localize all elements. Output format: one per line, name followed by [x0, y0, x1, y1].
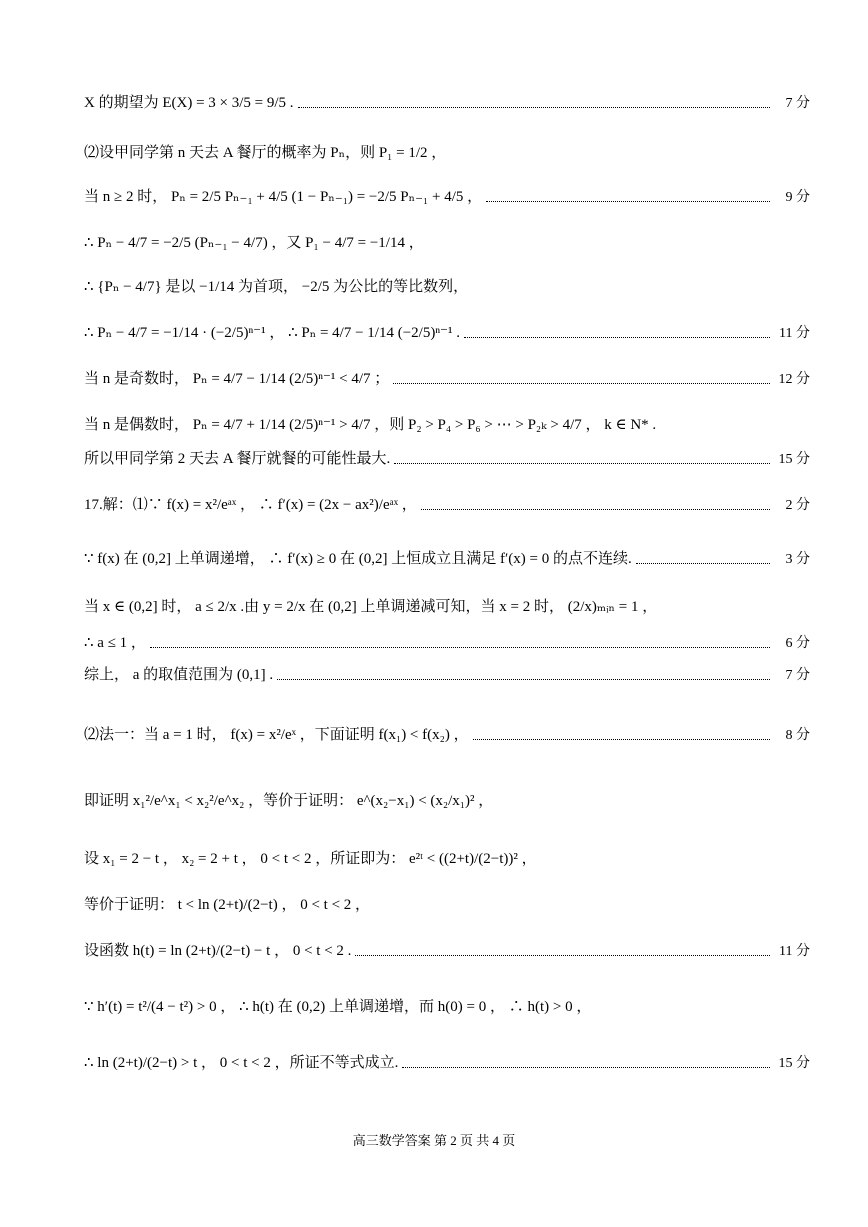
line-text: 当 n ≥ 2 时， Pₙ = 2/5 Pₙ₋₁ + 4/5 (1 − Pₙ₋₁) = −2/5 Pₙ₋₁ + 4/5 ，	[84, 189, 483, 205]
line-text: ∴ Pₙ − 4/7 = −1/14 · (−2/5)ⁿ⁻¹ ， ∴ Pₙ = 4/7 − 1/14 (−2/5)ⁿ⁻¹ .	[84, 325, 460, 341]
score-label: 8 分	[785, 727, 810, 743]
line-define-pn	[84, 146, 772, 161]
line-text: 所以甲同学第 2 天去 A 餐厅就餐的可能性最大.	[84, 451, 391, 467]
dot-leader	[421, 509, 770, 510]
line-transform	[84, 236, 772, 251]
line-text: ∴ {Pₙ − 4/7} 是以 −1/14 为首项， −2/5 为公比的等比数列，	[84, 279, 469, 295]
line-expectation	[84, 95, 810, 111]
line-conclusion-16	[84, 451, 810, 467]
line-text: ⑵法一：当 a = 1 时， f(x) = x²/eˣ ，下面证明 f(x₁) < f(x₂) ，	[84, 727, 469, 743]
score-label: 7 分	[785, 667, 810, 683]
line-text: 当 x ∈ (0,2] 时， a ≤ 2/x .由 y = 2/x 在 (0,2] 上单调递减可知，当 x = 2 时， (2/x)ₘᵢₙ = 1 ，	[84, 599, 658, 615]
dot-leader	[150, 647, 770, 648]
dot-leader	[298, 107, 770, 108]
line-monotonic	[84, 551, 810, 567]
dot-leader	[464, 337, 770, 338]
line-text: 当 n 是奇数时， Pₙ = 4/7 − 1/14 (2/5)ⁿ⁻¹ < 4/7 ；	[84, 371, 390, 387]
line-text: 即证明 x₁²/e^x₁ < x₂²/e^x₂ ，等价于证明： e^(x₂−x₁) < (x₂/x₁)² ，	[84, 793, 494, 809]
score-label: 9 分	[785, 189, 810, 205]
line-text: ∴ Pₙ − 4/7 = −2/5 (Pₙ₋₁ − 4/7) ，又 P₁ − 4/7 = −1/14 ，	[84, 235, 424, 251]
line-text: ⑵设甲同学第 n 天去 A 餐厅的概率为 Pₙ，则 P₁ = 1/2 ，	[84, 145, 447, 161]
line-text: ∵ h′(t) = t²/(4 − t²) > 0 ， ∴ h(t) 在 (0,2) 上单调递增，而 h(0) = 0 ， ∴ h(t) > 0 ，	[84, 999, 592, 1015]
line-equivalent-2	[84, 898, 772, 913]
line-geometric	[84, 280, 772, 295]
line-text: 等价于证明： t < ln (2+t)/(2−t) ， 0 < t < 2 ，	[84, 897, 371, 913]
line-text: 17.解：⑴∵ f(x) = x²/eᵃˣ ， ∴ f′(x) = (2x − ax²)/eᵃˣ ，	[84, 497, 417, 513]
score-label: 7 分	[785, 95, 810, 111]
line-h-derivative	[84, 1000, 772, 1015]
line-general-term	[84, 325, 810, 341]
score-label: 11 分	[779, 325, 810, 341]
dot-leader	[486, 201, 770, 202]
line-even-case	[84, 418, 772, 433]
line-recurrence	[84, 189, 810, 205]
line-text: ∴ ln (2+t)/(2−t) > t ， 0 < t < 2 ，所证不等式成立.	[84, 1055, 399, 1071]
score-label: 2 分	[785, 497, 810, 513]
line-equivalent-1	[84, 794, 772, 809]
line-a-le-1	[84, 635, 810, 651]
line-q17-derivative	[84, 497, 810, 513]
line-odd-case	[84, 371, 810, 387]
line-text: 设函数 h(t) = ln (2+t)/(2−t) − t ， 0 < t < 2 .	[84, 943, 352, 959]
score-label: 15 分	[778, 451, 810, 467]
line-text: 设 x₁ = 2 − t ， x₂ = 2 + t ， 0 < t < 2 ，所证即为： e²ᵗ < ((2+t)/(2−t))² ，	[84, 851, 537, 867]
line-text: X 的期望为 E(X) = 3 × 3/5 = 9/5 .	[84, 95, 294, 111]
score-label: 3 分	[785, 551, 810, 567]
dot-leader	[636, 563, 770, 564]
line-define-h	[84, 943, 810, 959]
line-text: 综上， a 的取值范围为 (0,1] .	[84, 667, 274, 683]
dot-leader	[355, 955, 770, 956]
dot-leader	[394, 463, 770, 464]
score-label: 11 分	[779, 943, 810, 959]
line-a-range	[84, 667, 810, 683]
score-label: 6 分	[785, 635, 810, 651]
line-method-one	[84, 727, 810, 743]
page-footer: 高三数学答案 第 2 页 共 4 页	[352, 1133, 516, 1148]
line-text: 当 n 是偶数时， Pₙ = 4/7 + 1/14 (2/5)ⁿ⁻¹ > 4/7 ，则 P₂ > P₄ > P₆ > ⋯ > P₂ₖ > 4/7 ， k ∈ N* .	[84, 417, 657, 433]
dot-leader	[393, 383, 770, 384]
dot-leader	[277, 679, 770, 680]
score-label: 15 分	[778, 1055, 810, 1071]
line-text: ∵ f(x) 在 (0,2] 上单调递增， ∴ f′(x) ≥ 0 在 (0,2] 上恒成立且满足 f′(x) = 0 的点不连续.	[84, 551, 632, 567]
line-a-bound	[84, 600, 772, 615]
line-final	[84, 1055, 810, 1071]
line-text: ∴ a ≤ 1 ，	[84, 635, 146, 651]
dot-leader	[402, 1067, 770, 1068]
score-label: 12 分	[778, 371, 810, 387]
line-substitution	[84, 852, 772, 867]
dot-leader	[473, 739, 770, 740]
